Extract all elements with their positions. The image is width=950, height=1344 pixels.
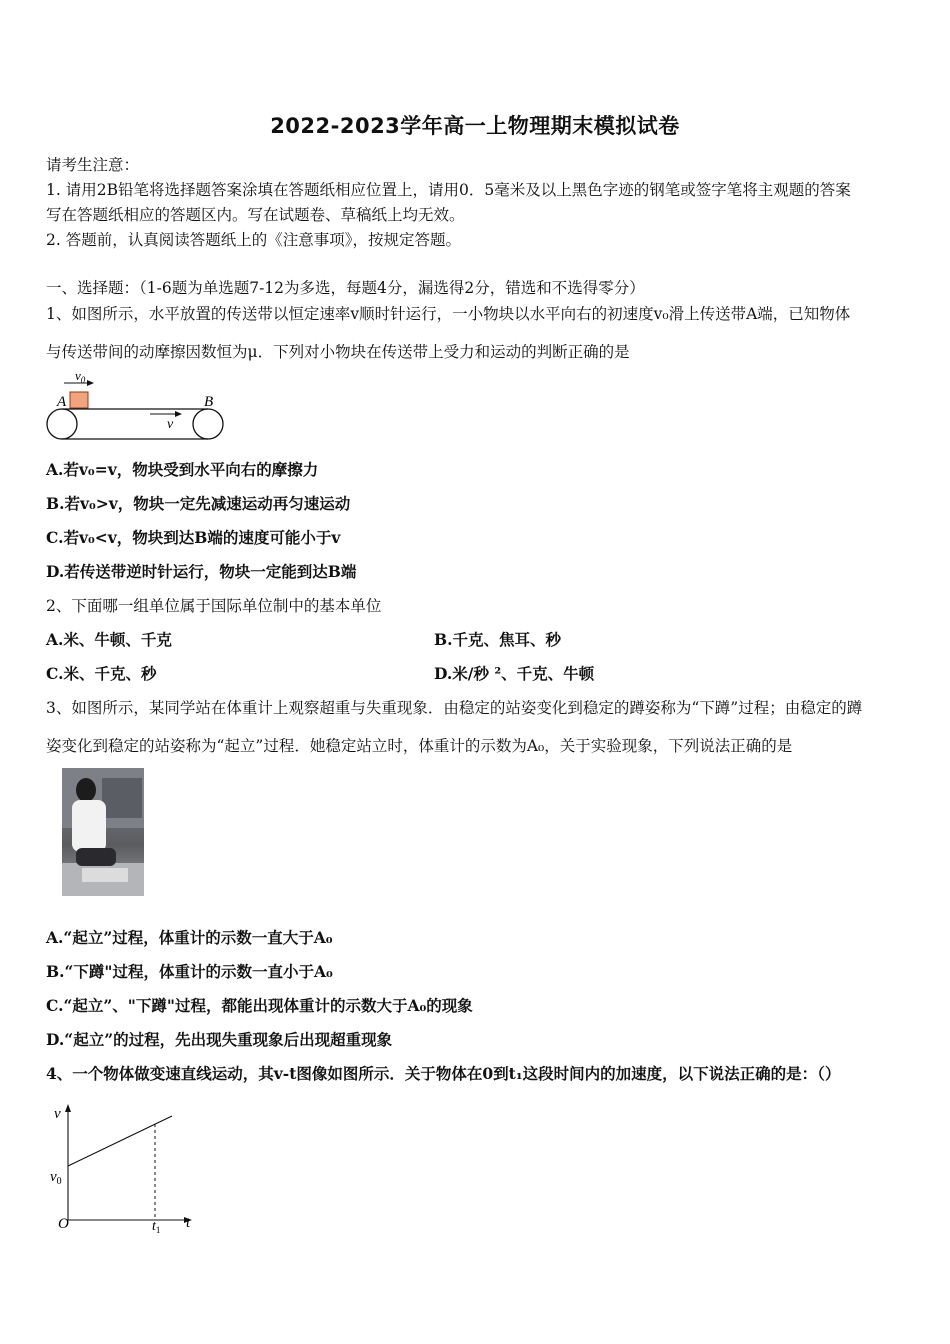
q3-stem-b: 姿变化到稳定的站姿称为“起立”过程．她稳定站立时，体重计的示数为A₀，关于实验现象，下列说法正确的是	[46, 737, 793, 755]
q3-option-a: A.“起立”过程，体重计的示数一直大于A₀	[46, 928, 333, 947]
t1-label: $t_1$	[152, 1219, 161, 1235]
v-axis-arrowhead	[65, 1104, 71, 1112]
v-label: v	[167, 417, 174, 432]
q3-option-b: B.“下蹲"过程，体重计的示数一直小于A₀	[46, 962, 333, 981]
conveyor-belt-figure	[44, 366, 228, 442]
v0-arrowhead	[87, 380, 94, 386]
belt-arrowhead	[175, 411, 182, 417]
scale-photo	[62, 768, 144, 896]
q1-stem-b: 与传送带间的动摩擦因数恒为μ．下列对小物块在传送带上受力和运动的判断正确的是	[46, 343, 630, 361]
q1-option-d: D.若传送带逆时针运行，物块一定能到达B端	[46, 562, 357, 581]
notice-line-1b: 写在答题纸相应的答题区内。写在试题卷、草稿纸上均无效。	[46, 206, 465, 224]
photo-illustration	[62, 768, 144, 896]
v-axis-label: v	[54, 1106, 61, 1122]
page-title: 2022-2023学年高一上物理期末模拟试卷	[270, 114, 680, 138]
notice-line-2: 2. 答题前，认真阅读答题纸上的《注意事项》，按规定答题。	[46, 231, 461, 249]
vt-line	[68, 1116, 172, 1166]
label-a: A	[57, 394, 67, 410]
q1-option-a: A.若v₀=v，物块受到水平向右的摩擦力	[46, 460, 319, 479]
right-roller	[193, 409, 223, 439]
q1-option-b: B.若v₀>v，物块一定先减速运动再匀速运动	[46, 494, 351, 513]
q2-option-c: C.米、千克、秒	[46, 664, 157, 683]
q3-option-d: D.“起立”的过程，先出现失重现象后出现超重现象	[46, 1030, 393, 1049]
q2-stem: 2、下面哪一组单位属于国际单位制中的基本单位	[46, 597, 382, 615]
vt-graph-figure	[44, 1100, 204, 1236]
q2-option-d: D.米/秒 ²、千克、牛顿	[434, 664, 595, 683]
origin-label: O	[58, 1216, 69, 1232]
q3-option-c: C.“起立”、"下蹲"过程，都能出现体重计的示数大于A₀的现象	[46, 996, 473, 1015]
q4-stem: 4、一个物体做变速直线运动，其v-t图像如图所示．关于物体在0到t₁这段时间内的加速度，以下说法正确的是：（）	[46, 1064, 841, 1083]
q2-option-b: B.千克、焦耳、秒	[434, 630, 561, 649]
notice-heading: 请考生注意：	[46, 156, 140, 174]
block	[70, 392, 88, 408]
v0-label: $v_0$	[50, 1169, 62, 1187]
v0-label: $v_0$	[75, 368, 86, 385]
left-roller	[47, 409, 77, 439]
q1-stem-a: 1、如图所示，水平放置的传送带以恒定速率v顺时针运行，一小物块以水平向右的初速度v₀滑上传送带A端，已知物体	[46, 305, 851, 323]
q1-option-c: C.若v₀<v，物块到达B端的速度可能小于v	[46, 528, 341, 547]
q3-stem-a: 3、如图所示，某同学站在体重计上观察超重与失重现象．由稳定的站姿变化到稳定的蹲姿称为“下蹲”过程；由稳定的蹲	[46, 699, 863, 717]
notice-line-1a: 1. 请用2B铅笔将选择题答案涂填在答题纸相应位置上，请用0．5毫米及以上黑色字迹的钢笔或签字笔将主观题的答案	[46, 181, 851, 199]
t-axis-label: t	[186, 1215, 191, 1231]
q2-option-a: A.米、牛顿、千克	[46, 630, 172, 649]
section-heading: 一、选择题：（1-6题为单选题7-12为多选，每题4分，漏选得2分，错选和不选得零分）	[46, 279, 645, 297]
label-b: B	[204, 394, 214, 410]
